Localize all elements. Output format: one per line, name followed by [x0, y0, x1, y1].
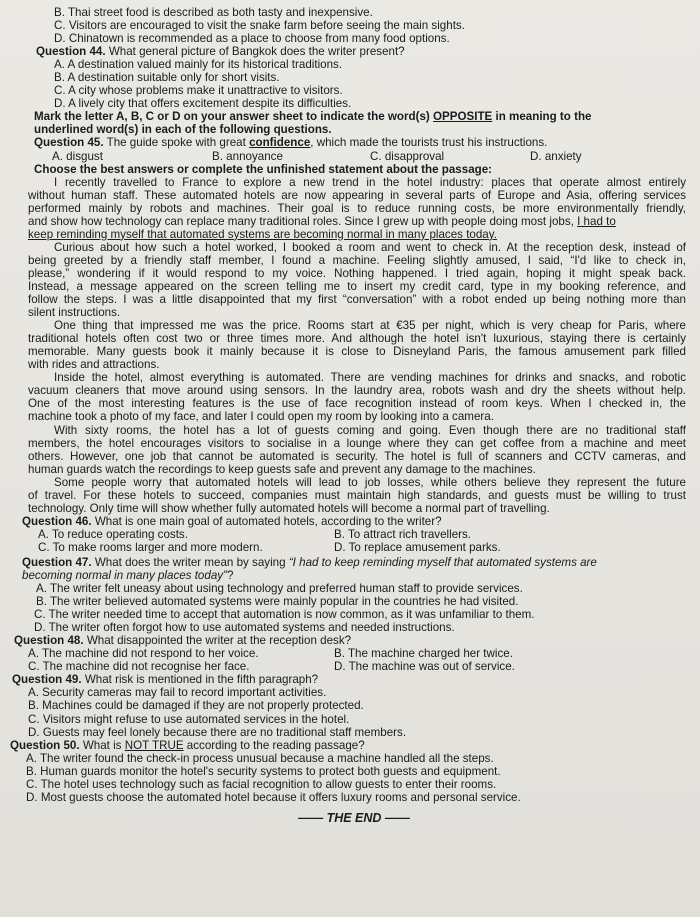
p1-line4 — [28, 215, 686, 228]
q47-option-a: A. The writer felt uneasy about using technology and preferred human staff to provide services. — [36, 582, 523, 596]
question-47 — [22, 556, 686, 569]
q45-option-d: D. anxiety — [530, 149, 582, 163]
q44-option-b: B. A destination suitable only for short visits. — [54, 71, 280, 85]
p2-line4: Instead, a message appeared on the screen telling me to insert my credit card, type in my booking reference, and — [28, 279, 686, 293]
question-text-end: , which made the tourists trust his instructions. — [310, 136, 548, 150]
q47-option-c: C. The writer needed time to accept that automation is now common, as it was unfamiliar to them. — [34, 608, 535, 622]
question-text: What risk is mentioned in the fifth paragraph? — [84, 673, 319, 687]
p2-line3: please,” wondering if it would respond to my voice. Nothing happened. I tried again, hoping it might speak back. — [28, 266, 686, 280]
p2-line6: silent instructions. — [28, 306, 121, 320]
p6-line1: Some people worry that automated hotels will lead to job losses, while others believe they represent the future — [54, 475, 686, 489]
question-47-line2 — [22, 569, 686, 582]
reading-passage — [22, 176, 686, 515]
p5-line3: others. However, one job that cannot be automated is security. The hotel is full of scanners and CCTV cameras, and — [28, 449, 686, 463]
question-text: What does the writer mean by saying — [94, 555, 286, 569]
q50-option-a: A. The writer found the check-in process unusual because a machine handled all the steps. — [26, 751, 494, 765]
p6-line2: of travel. For these hotels to succeed, companies must maintain high standards, and guests must be willing to trust — [28, 488, 686, 502]
underlined-phrase: I had to — [577, 214, 616, 228]
p4-line4: machine took a photo of my face, and later I could open my room by looking into a camera. — [28, 410, 494, 424]
q50-option-b: B. Human guards monitor the hotel's security systems to protect both guests and equipment. — [26, 764, 501, 778]
q45-options — [22, 150, 686, 163]
instruction-text: Mark the letter A, B, C or D on your answer sheet to indicate the word(s) — [34, 110, 430, 124]
question-number: Question 45. — [34, 136, 104, 150]
question-number: Question 47. — [22, 555, 92, 569]
text: I recently travelled to France to explore a new trend in the hotel industry: places that operate almost entirely — [54, 175, 686, 189]
the-end: —— THE END —— — [298, 810, 410, 825]
p2-line1: Curious about how such a hotel worked, I booked a room and went to check in. At the reception desk, instead of — [54, 240, 686, 254]
q46-option-a: A. To reduce operating costs. — [38, 527, 188, 541]
q45-option-c: C. disapproval — [370, 149, 445, 163]
question-49 — [12, 673, 686, 686]
p4-line2: vacuum cleaners that move around using sensors. In the laundry area, robots wash and dry the sheets without help. — [28, 384, 686, 398]
q43-option-b: B. Thai street food is described as both tasty and inexpensive. — [54, 6, 373, 19]
question-48 — [14, 634, 686, 647]
question-text: What general picture of Bangkok does the writer present? — [108, 45, 405, 59]
q48-option-d: D. The machine was out of service. — [334, 660, 515, 674]
question-number: Question 46. — [22, 514, 92, 528]
question-text: What disappointed the writer at the reception desk? — [86, 634, 352, 648]
q49-option-c: C. Visitors might refuse to use automated services in the hotel. — [28, 712, 350, 726]
q46-option-b: B. To attract rich travellers. — [334, 527, 472, 541]
instruction-keyword: OPPOSITE — [433, 110, 493, 124]
q46-option-d: D. To replace amusement parks. — [334, 540, 501, 554]
p4-line3: One of the most interesting features is the use of face recognition instead of room keys. When I checked in, the — [28, 397, 686, 411]
q48-options-row1 — [22, 647, 686, 660]
p1-line1 — [28, 176, 686, 189]
q50-option-c: C. The hotel uses technology such as facial recognition to allow guests to enter their rooms. — [26, 777, 497, 791]
text: and show how technology can replace many traditional roles. Since I grew up with people doing most jobs, — [28, 214, 574, 228]
q44-option-c: C. A city whose problems make it unattractive to visitors. — [54, 84, 343, 98]
q49-option-d: D. Guests may feel lonely because there are no traditional staff members. — [28, 725, 407, 739]
p3-line3: memorable. Many guests book it mainly because it is close to Disneyland Paris, the famous amusement park filled — [28, 345, 686, 359]
question-text: What is — [82, 738, 122, 752]
q43-option-c: C. Visitors are encouraged to visit the snake farm before seeing the main sights. — [54, 19, 465, 33]
q50-option-d: D. Most guests choose the automated hotel because it offers luxury rooms and personal service. — [26, 790, 521, 804]
q43-option-d: D. Chinatown is recommended as a place to choose from many food options. — [54, 32, 450, 46]
p5-line1: With sixty rooms, the hotel has a lot of guests coming and going. Even though there are no traditional staff — [54, 423, 686, 437]
q44-option-a: A. A destination valued mainly for its historical traditions. — [54, 58, 343, 72]
q47-option-b: B. The writer believed automated systems were mainly popular in the countries he had visited. — [36, 595, 519, 609]
q49-option-a: A. Security cameras may fail to record important activities. — [28, 686, 327, 700]
question-number: Question 48. — [14, 634, 84, 648]
p2-line5: follow the steps. I was a little disappointed that my first “conversation” with a robot ended up being nothing more than — [28, 293, 686, 307]
p2-line2: being greeted by a friendly staff member, I found a machine. Feeling slightly amused, I said, “I'd like to check in, — [28, 253, 686, 267]
q45-option-b: B. annoyance — [212, 149, 283, 163]
question-mark: ? — [226, 569, 234, 583]
q46-option-c: C. To make rooms larger and more modern. — [38, 540, 263, 554]
p1-line3: performed mainly by robots and machines. Their goal is to reduce running costs, be more environmentally friendly, — [28, 201, 686, 215]
p3-line2: traditional hotels often cost two or three times more. And although the hotel isn't luxurious, staying there is certainly — [28, 332, 686, 346]
p4-line1: Inside the hotel, almost everything is automated. There are vending machines for drinks and snacks, and robotic — [54, 371, 686, 385]
p6-line3: technology. Only time will show whether fully automated hotels will become a normal part of travelling. — [28, 501, 550, 515]
quoted-phrase-end: becoming normal in many places today” — [22, 569, 227, 583]
q48-option-c: C. The machine did not recognise her face. — [28, 660, 250, 674]
p5-line4: human guards watch the recordings to keep guests safe and prevent any damage to the machines. — [28, 462, 536, 476]
q45-option-a: A. disgust — [52, 149, 103, 163]
q47-option-d: D. The writer often forgot how to use automated systems and needed instructions. — [34, 621, 455, 635]
q46-options-row2 — [22, 541, 686, 554]
opposite-instruction — [22, 110, 686, 123]
question-number: Question 44. — [36, 45, 106, 59]
q46-options-row1 — [22, 528, 686, 541]
question-46 — [22, 515, 686, 528]
underlined-word: NOT TRUE — [124, 738, 184, 752]
question-text: The guide spoke with great — [106, 136, 246, 150]
q48-option-b: B. The machine charged her twice. — [334, 647, 513, 661]
q44-option-d: D. A lively city that offers excitement despite its difficulties. — [54, 97, 352, 111]
question-50 — [10, 739, 686, 752]
reading-instruction: Choose the best answers or complete the unfinished statement about the passage: — [34, 162, 493, 176]
question-text: What is one main goal of automated hotels, according to the writer? — [94, 514, 442, 528]
q49-option-b: B. Machines could be damaged if they are not properly protected. — [28, 699, 364, 713]
question-44 — [22, 45, 686, 58]
p5-line2: members, the hotel encourages visitors to socialise in a lounge where they can get coffee from a machine and meet — [28, 436, 686, 450]
opposite-instruction-line2: underlined word(s) in each of the following questions. — [34, 123, 332, 137]
p3-line4: with rides and attractions. — [28, 358, 160, 372]
quoted-phrase: “I had to keep reminding myself that automated systems are — [288, 555, 597, 569]
p1-line2: without human staff. These automated hotels are now appearing in several parts of Europe and Asia, offering services — [28, 188, 686, 202]
p1-line5: keep reminding myself that automated systems are becoming normal in many places today. — [28, 227, 497, 241]
question-number: Question 50. — [10, 738, 80, 752]
q48-option-a: A. The machine did not respond to her voice. — [28, 647, 259, 661]
instruction-text-end: in meaning to the — [495, 110, 592, 124]
p3-line1: One thing that impressed me was the price. Rooms start at €35 per night, which is very cheap for Paris, where — [54, 319, 686, 333]
underlined-word: confidence — [249, 136, 311, 150]
q48-options-row2 — [22, 660, 686, 673]
question-text-end: according to the reading passage? — [186, 738, 365, 752]
question-45 — [22, 136, 686, 149]
question-number: Question 49. — [12, 673, 82, 687]
